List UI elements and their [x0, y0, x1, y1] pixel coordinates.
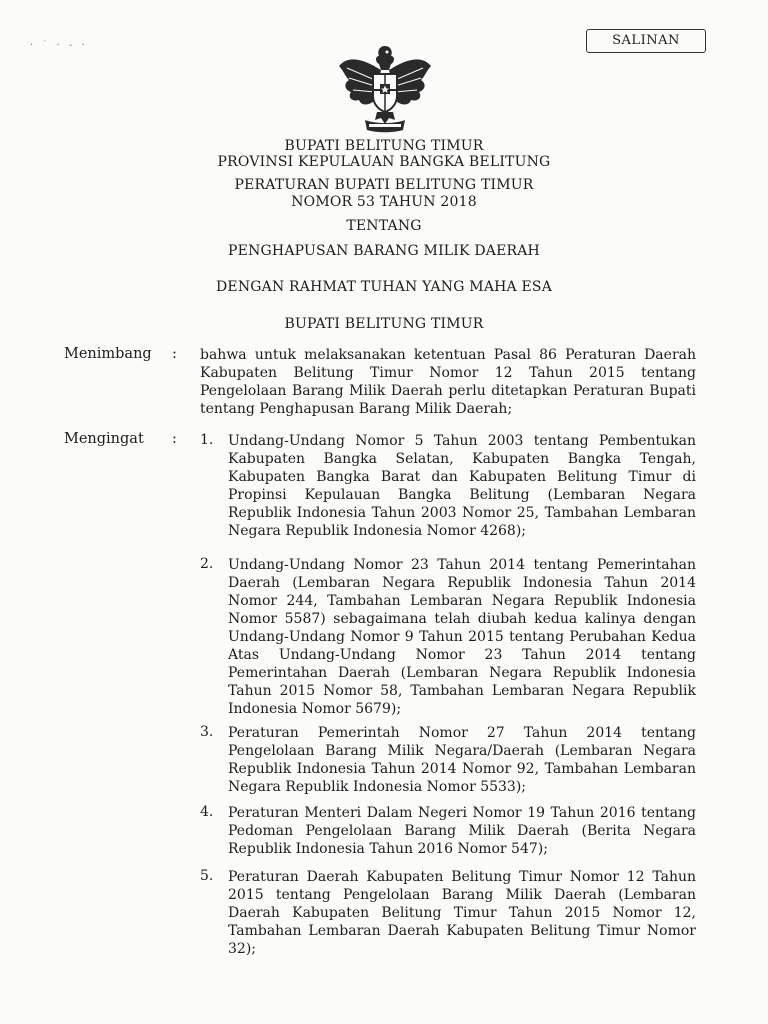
list-item: Peraturan Menteri Dalam Negeri Nomor 19 Tahun 2016 tentang Pedoman Pengelolaan Barang Milik Daerah (Berita Negara Republik Indonesia Tahun 2016 Nomor 547); [228, 805, 696, 857]
menimbang-label: Menimbang [64, 346, 152, 362]
tentang-label: TENTANG [346, 218, 422, 234]
issuer-title: BUPATI BELITUNG TIMUR [284, 316, 484, 332]
mengingat-label: Mengingat [64, 431, 144, 447]
list-item-number: 1. [200, 432, 214, 448]
province-title: PROVINSI KEPULAUAN BANGKA BELITUNG [217, 154, 551, 170]
list-item: Peraturan Pemerintah Nomor 27 Tahun 2014 tentang Pengelolaan Barang Milik Negara/Daerah (Lembaran Negara Republik Indonesia Tahun 2014 Nomor 92, Tambahan Lembaran Negara Republik Indonesia Nomor 5533); [228, 725, 696, 795]
regulation-number: NOMOR 53 TAHUN 2018 [291, 194, 477, 210]
list-item-number: 5. [200, 868, 214, 884]
list-item-number: 3. [200, 724, 214, 740]
list-item-number: 4. [200, 804, 214, 820]
list-item-number: 2. [200, 556, 214, 572]
list-item: Undang-Undang Nomor 23 Tahun 2014 tentang Pemerintahan Daerah (Lembaran Negara Republik Indonesia Tahun 2014 Nomor 244, Tambahan Lembaran Negara Republik Indonesia Nomor 5587) sebagaimana telah diubah kedua kalinya dengan Undang-Undang Nomor 9 Tahun 2015 tentang Perubahan Kedua Atas Undang-Undang Nomor 23 Tahun 2014 tentang Pemerintahan Daerah (Lembaran Negara Republik Indonesia Tahun 2015 Nomor 58, Tambahan Lembaran Negara Republik Indonesia Nomor 5679); [228, 557, 696, 717]
menimbang-text: bahwa untuk melaksanakan ketentuan Pasal 86 Peraturan Daerah Kabupaten Belitung Timur Nomor 12 Tahun 2015 tentang Pengelolaan Barang Milik Daerah perlu ditetapkan Peraturan Bupati tentang Penghapusan Barang Milik Daerah; [200, 347, 696, 417]
invocation: DENGAN RAHMAT TUHAN YANG MAHA ESA [215, 279, 553, 295]
garuda-emblem-icon [335, 40, 435, 136]
regulation-title: PERATURAN BUPATI BELITUNG TIMUR [234, 177, 534, 193]
scan-specks: · ˙ · - · [30, 40, 88, 51]
mengingat-colon: : [172, 431, 177, 447]
regulation-subject: PENGHAPUSAN BARANG MILIK DAERAH [228, 243, 540, 259]
regent-title: BUPATI BELITUNG TIMUR [284, 138, 484, 154]
salinan-stamp: SALINAN [586, 29, 706, 53]
list-item: Undang-Undang Nomor 5 Tahun 2003 tentang Pembentukan Kabupaten Bangka Selatan, Kabupaten Bangka Tengah, Kabupaten Bangka Barat dan Kabupaten Belitung Timur di Propinsi Kepulauan Bangka Belitung (Lembaran Negara Republik Indonesia Tahun 2003 Nomor 25, Tambahan Lembaran Negara Republik Indonesia Nomor 4268); [228, 433, 696, 539]
list-item: Peraturan Daerah Kabupaten Belitung Timur Nomor 12 Tahun 2015 tentang Pengelolaan Barang Milik Daerah (Lembaran Daerah Kabupaten Belitung Timur Tahun 2015 Nomor 12, Tambahan Lembaran Daerah Kabupaten Belitung Timur Nomor 32); [228, 869, 696, 957]
menimbang-colon: : [172, 346, 177, 362]
